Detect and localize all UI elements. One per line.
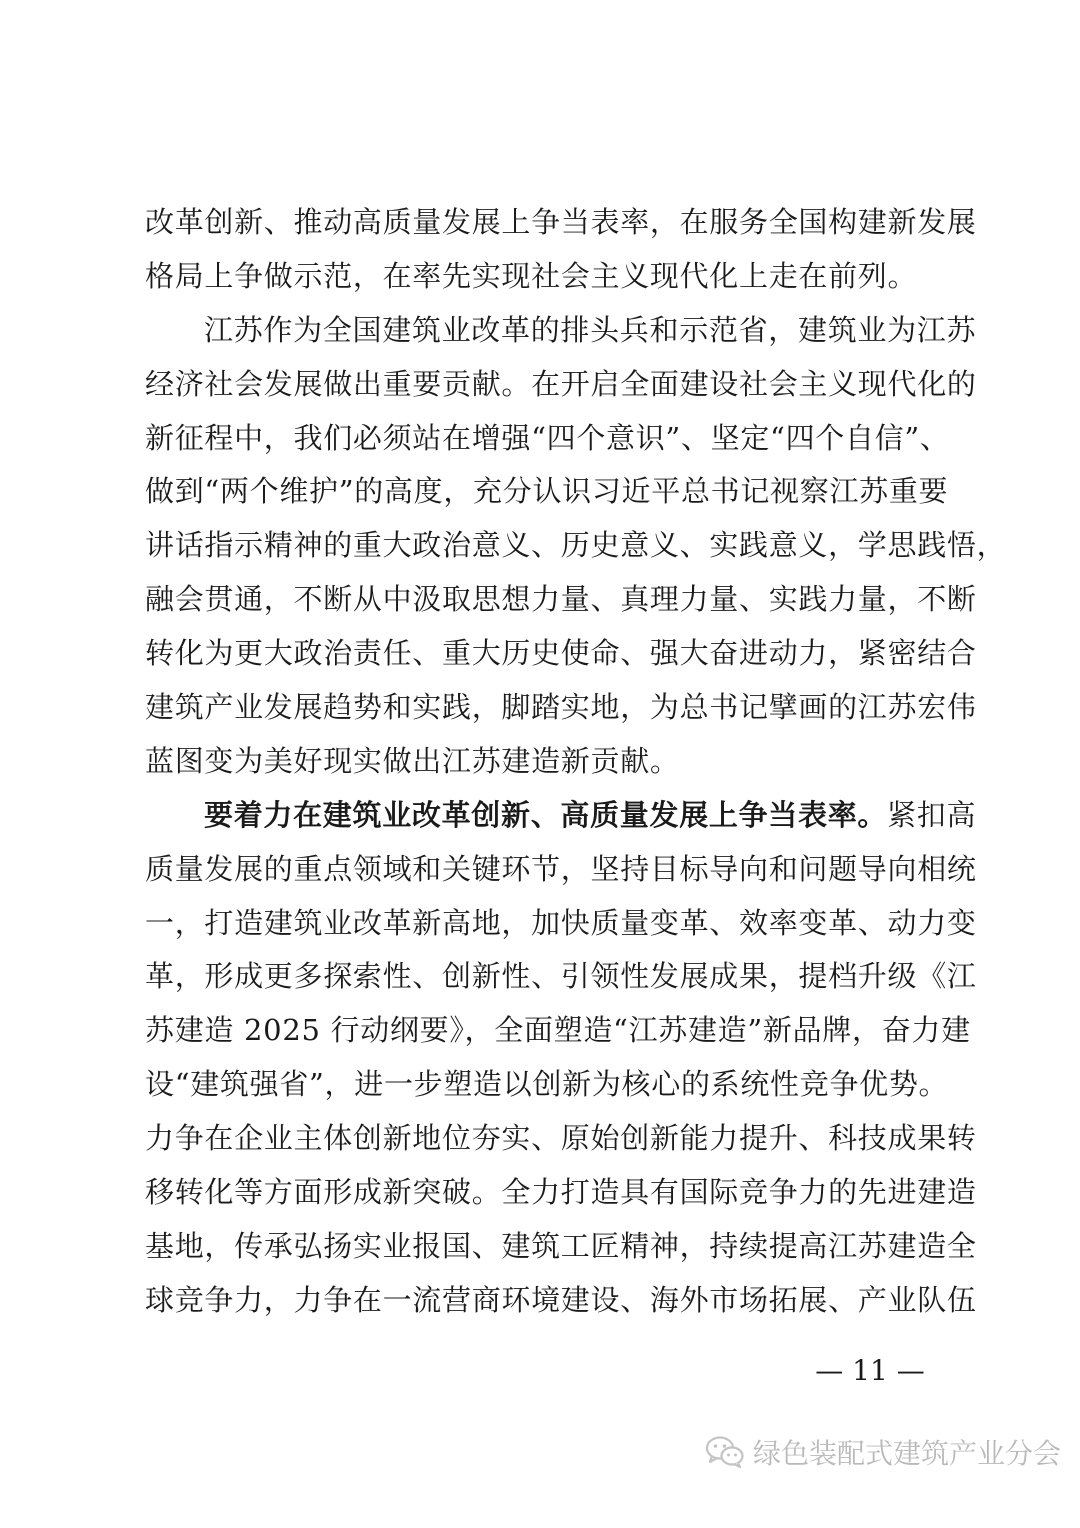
- text-line: 做到“两个维护”的高度，充分认识习近平总书记视察江苏重要: [145, 474, 949, 509]
- text-line: 江苏作为全国建筑业改革的排头兵和示范省，建筑业为江苏: [204, 312, 977, 347]
- text-line: 球竞争力，力争在一流营商环境建设、海外市场拓展、产业队伍: [145, 1282, 977, 1317]
- text-line: 改革创新、推动高质量发展上争当表率，在服务全国构建新发展: [145, 205, 977, 239]
- text-line: 设“建筑强省”，进一步塑造以创新为核心的系统性竞争优势。: [145, 1067, 949, 1102]
- text-line: 融会贯通，不断从中汲取思想力量、真理力量、实践力量，不断: [145, 582, 977, 617]
- wechat-icon: [705, 1435, 745, 1469]
- text-line: 格局上争做示范，在率先实现社会主义现代化上走在前列。: [145, 258, 918, 293]
- text-line: [145, 789, 977, 843]
- text-line: 移转化等方面形成新突破。全力打造具有国际竞争力的先进建造: [145, 1175, 977, 1210]
- watermark-text: 绿色装配式建筑产业分会: [753, 1437, 1062, 1470]
- text-line: 经济社会发展做出重要贡献。在开启全面建设社会主义现代化的: [145, 366, 977, 401]
- text-line: 转化为更大政治责任、重大历史使命、强大奋进动力，紧密结合: [145, 636, 977, 671]
- text-line: 质量发展的重点领域和关键环节，坚持目标导向和问题导向相统: [145, 851, 977, 886]
- page-number: — 11 —: [815, 1354, 925, 1387]
- text-line: 力争在企业主体创新地位夯实、原始创新能力提升、科技成果转: [145, 1121, 977, 1156]
- bold-lead-sentence: 要着力在建筑业改革创新、高质量发展上争当表率。: [204, 797, 888, 832]
- text-line: 蓝图变为美好现实做出江苏建造新贡献。: [145, 743, 680, 778]
- text-line: 讲话指示精神的重大政治意义、历史意义、实践意义，学思践悟，: [145, 528, 1007, 563]
- document-body: [145, 196, 1007, 1328]
- text-line: 基地，传承弘扬实业报国、建筑工匠精神，持续提高江苏建造全: [145, 1228, 977, 1263]
- text-line: 苏建造 2025 行动纲要》，全面塑造“江苏建造”新品牌，奋力建: [145, 1013, 971, 1048]
- text-line: 建筑产业发展趋势和实践，脚踏实地，为总书记擘画的江苏宏伟: [145, 690, 977, 725]
- watermark: [705, 1430, 1061, 1474]
- text-span: 紧扣高: [887, 797, 977, 832]
- text-line: 革，形成更多探索性、创新性、引领性发展成果，提档升级《江: [145, 959, 977, 994]
- text-line: 新征程中，我们必须站在增强“四个意识”、坚定“四个自信”、: [145, 420, 950, 455]
- text-line: 一，打造建筑业改革新高地，加快质量变革、效率变革、动力变: [145, 905, 977, 940]
